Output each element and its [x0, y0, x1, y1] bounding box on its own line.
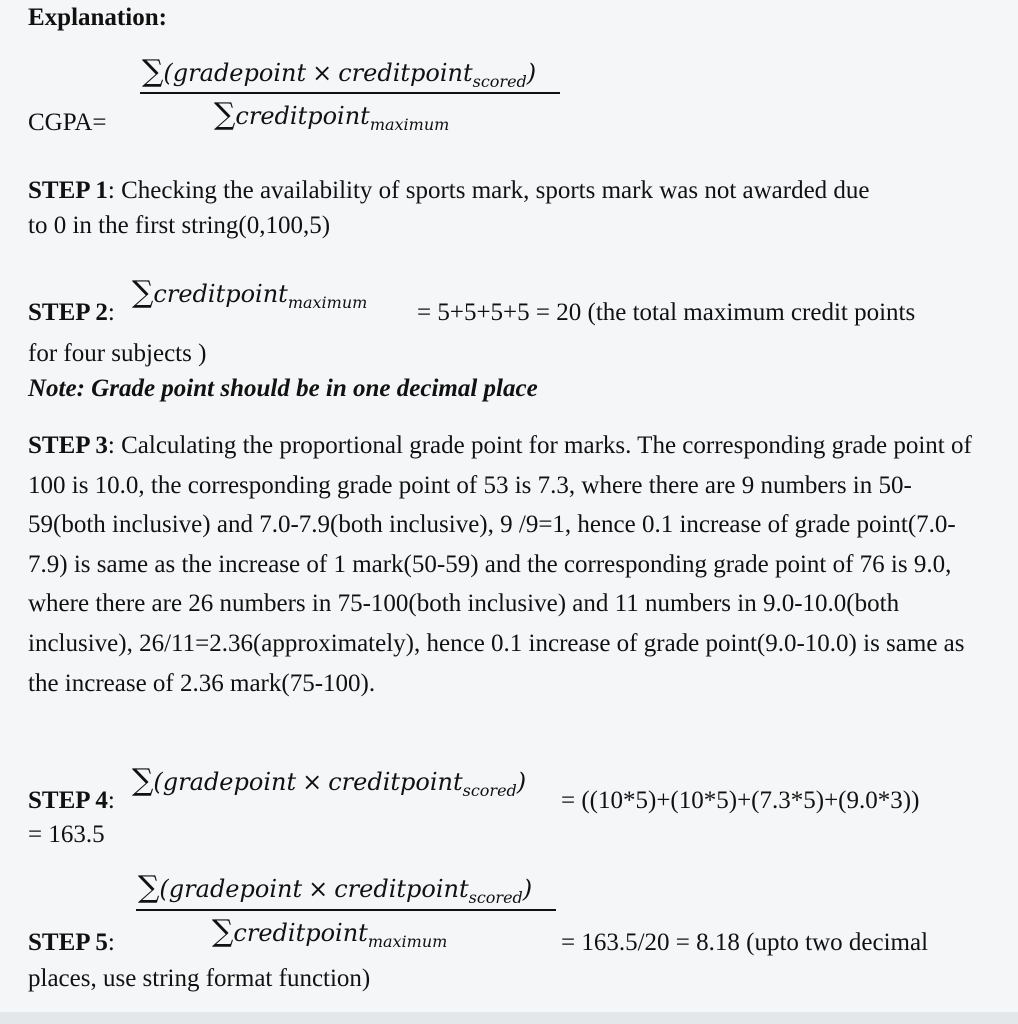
note-text: Note: Grade point should be in one decimal place [28, 375, 538, 402]
step4-label: STEP 4: [28, 787, 115, 814]
cgpa-label: CGPA= [28, 109, 107, 136]
step2-line2: for four subjects ) [28, 340, 207, 367]
page-bottom-edge [0, 1012, 1018, 1024]
step4-line2: = 163.5 [28, 821, 105, 848]
step2-sum-creditpoint-max: ∑creditpoint$_{maximum}$ [132, 275, 368, 312]
step4-sum-product: ∑(gradepoint × creditpoint$_{scored}$) [132, 763, 527, 800]
step1-line1: STEP 1: Checking the availability of sports mark, sports mark was not awarded due [28, 177, 870, 204]
cgpa-denominator: ∑creditpoint$_{maximum}$ [214, 97, 450, 134]
step5-fraction-line [136, 909, 556, 911]
step3-paragraph: STEP 3: Calculating the proportional grade point for marks. The corresponding grade point of 100 is 10.0, the corresponding grade point of 53 is 7.3, where there are 9 numbers in 50-59(both inclusive) and 7.0-7.9(both inclusive), 9 /9=1, hence 0.1 increase of grade point(7.0-7.9) is same as the increase of 1 mark(50-59) and the corresponding grade point of 76 is 9.0, where there are 26 numbers in 75-100(both inclusive) and 11 numbers in 9.0-10.0(both inclusive), 26/11=2.36(approximately), hence 0.1 increase of grade point(9.0-10.0) is same as the increase of 2.36 mark(75-100). [28, 432, 972, 697]
step5-label: STEP 5: [28, 929, 115, 956]
step5-numerator: ∑(gradepoint × creditpoint$_{scored}$) [138, 870, 533, 907]
step5-line2: places, use string format function) [28, 965, 371, 992]
step1-line2: to 0 in the first string(0,100,5) [28, 212, 331, 239]
step5-denominator: ∑creditpoint$_{maximum}$ [212, 914, 448, 951]
cgpa-fraction-line [140, 92, 560, 94]
explanation-heading: Explanation: [28, 4, 167, 31]
cgpa-numerator: ∑(gradepoint × creditpoint$_{scored}$) [142, 54, 537, 91]
step5-equation: = 163.5/20 = 8.18 (upto two decimal [561, 929, 929, 956]
step4-equation: = ((10*5)+(10*5)+(7.3*5)+(9.0*3)) [561, 787, 920, 814]
step2-label: STEP 2: [28, 299, 115, 326]
step2-equation: = 5+5+5+5 = 20 (the total maximum credit points [417, 299, 916, 326]
